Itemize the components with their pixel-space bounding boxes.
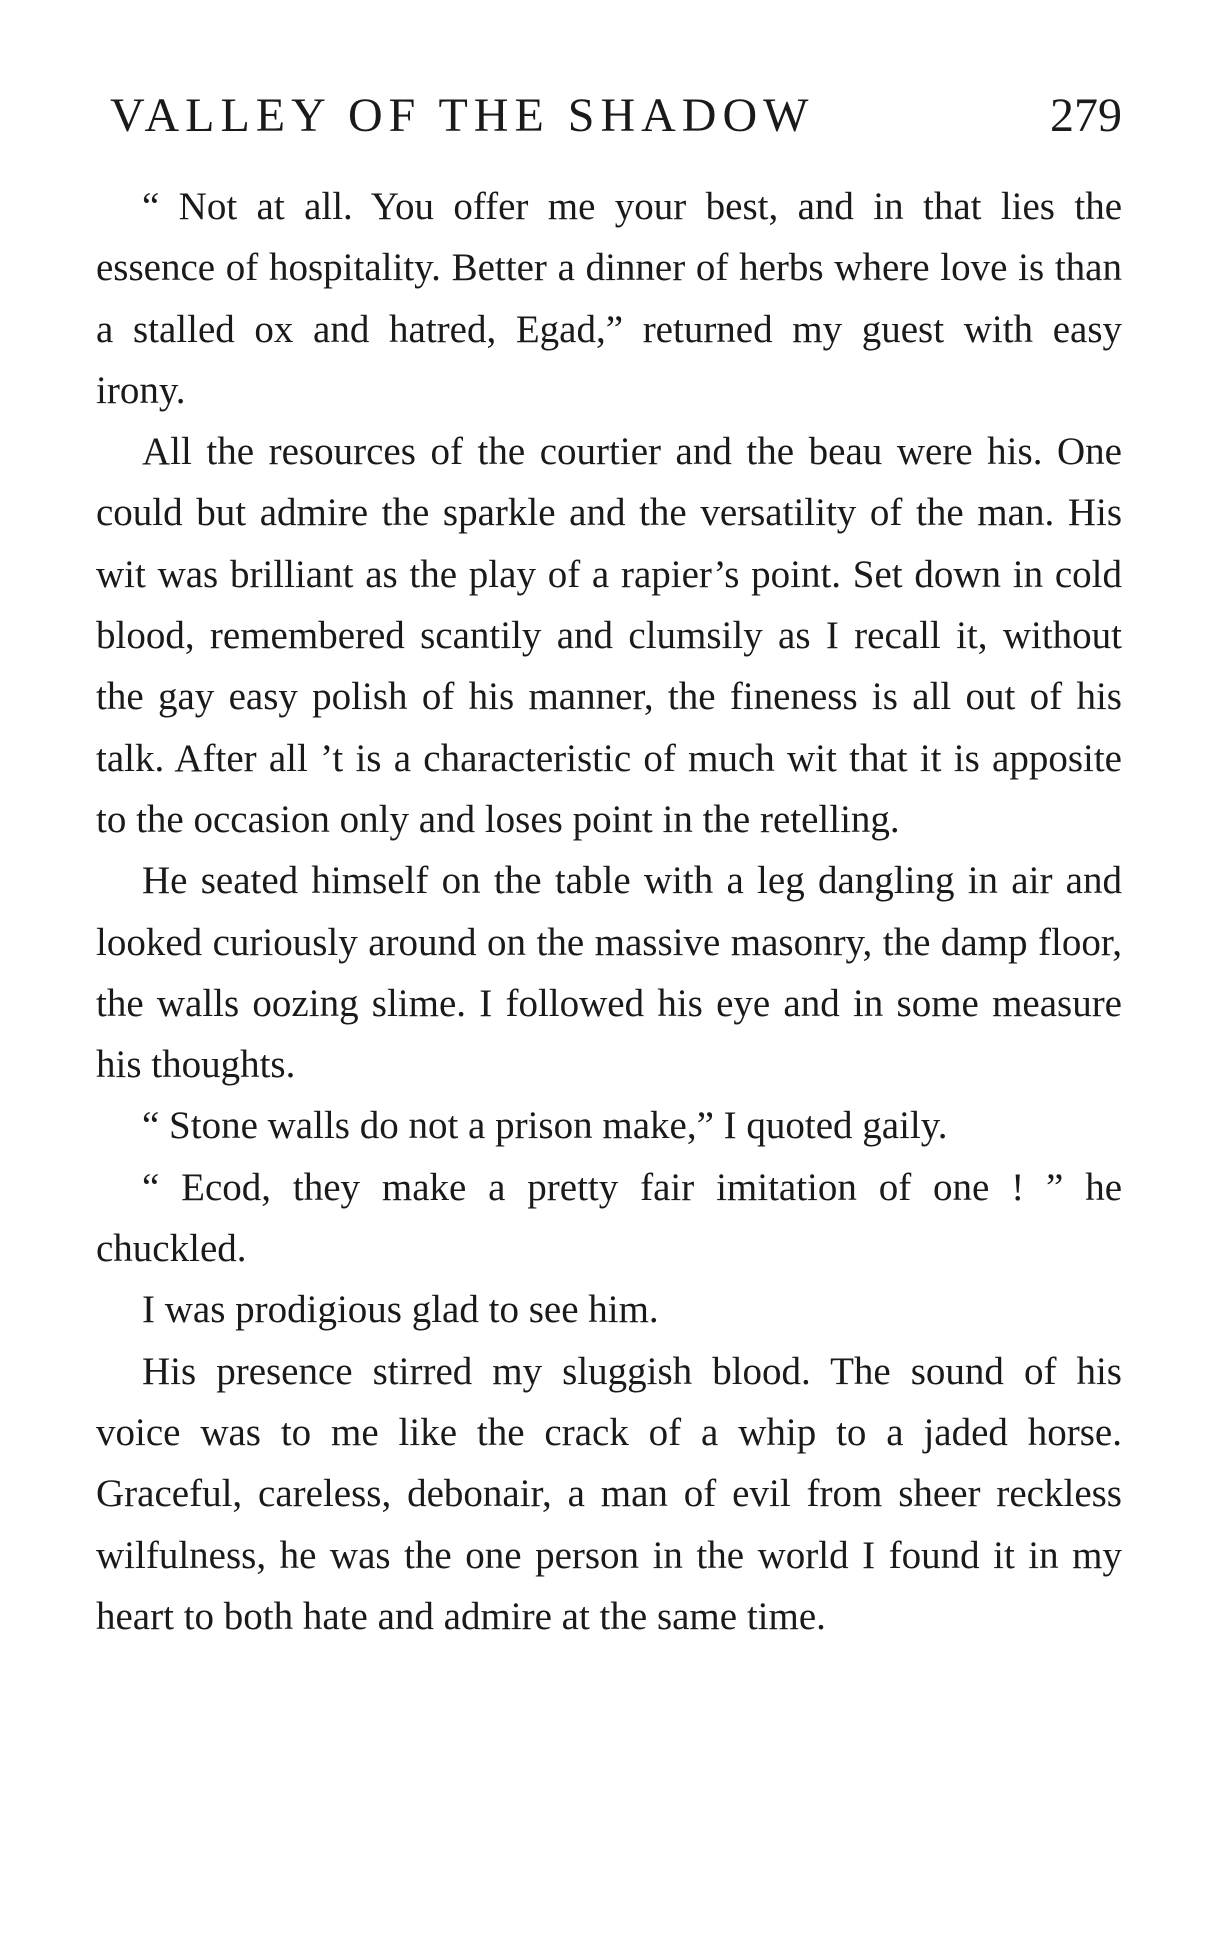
running-head-title: VALLEY OF THE SHADOW <box>110 89 815 142</box>
paragraph: All the resources of the courtier and the beau were his. One could but admire the sparkle and the versatility of the man. His wit was brilliant as the play of a rapier’s point. Set down in cold blood, remembered scantily and clumsily as I recall it, without the gay easy polish of his manner, the fineness is all out of his talk. After all ’t is a characteristic of much wit that it is apposite to the occasion only and loses point in the retelling. <box>96 430 1122 841</box>
running-head <box>110 86 1122 146</box>
paragraph: “ Not at all. You offer me your best, and in that lies the essence of hospitality. Better a dinner of herbs where love is than a stalled ox and hatred, Egad,” returned my guest with easy irony. <box>96 185 1122 412</box>
page-number: 279 <box>1050 89 1122 142</box>
paragraph: “ Stone walls do not a prison make,” I quoted gaily. <box>142 1104 948 1148</box>
paragraph: He seated himself on the table with a leg dangling in air and looked curiously around on the massive masonry, the damp floor, the walls oozing slime. I followed his eye and in some measure his thoughts. <box>96 859 1122 1087</box>
paragraph: His presence stirred my sluggish blood. The sound of his voice was to me like the crack of a whip to a jaded horse. Graceful, careless, debonair, a man of evil from sheer reckless wilfulness, he was the one person in the world I found it in my heart to both hate and admire at the same time. <box>96 1349 1122 1638</box>
body-text <box>96 176 1122 1647</box>
paragraph: I was prodigious glad to see him. <box>142 1288 659 1332</box>
paragraph: “ Ecod, they make a pretty fair imitation of one ! ” he chuckled. <box>96 1165 1122 1271</box>
